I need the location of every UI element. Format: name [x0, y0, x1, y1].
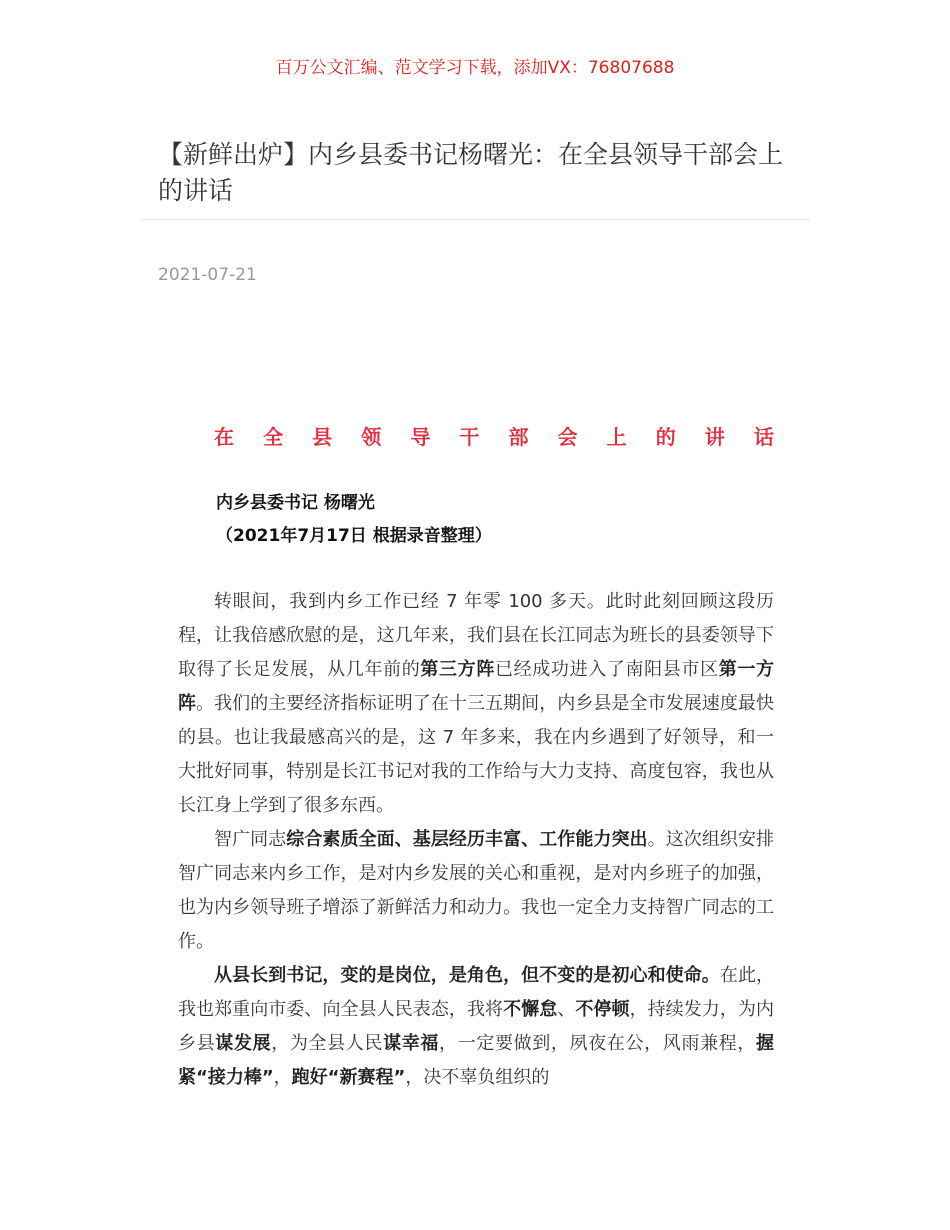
speech-paragraph	[178, 823, 774, 959]
speech-title-char: 话	[753, 425, 774, 449]
paragraph-text: 在此，我也郑重向市委、向全县人民表态，我将	[178, 965, 775, 1020]
speech-title	[214, 423, 774, 451]
speech-title-char: 全	[263, 425, 284, 449]
title-divider	[141, 219, 810, 220]
speech-title-char: 县	[312, 425, 333, 449]
emphasis-text: 不停顿	[575, 999, 630, 1020]
promo-banner: 百万公文汇编、范文学习下载，添加VX：76807688	[275, 58, 675, 78]
speech-title-char: 部	[508, 425, 529, 449]
emphasis-text: 综合素质全面、基层经历丰富、工作能力突出	[286, 829, 648, 850]
emphasis-text: 跑好“新赛程”	[291, 1067, 406, 1088]
speech-title-char: 讲	[704, 425, 725, 449]
paragraph-text: ，持续发力，为内乡县	[178, 999, 774, 1054]
emphasis-text: 第一方阵	[178, 659, 775, 714]
emphasis-text: 谋发展	[215, 1033, 272, 1054]
emphasis-text: 不懈怠	[503, 999, 558, 1020]
speech-paragraph	[178, 959, 774, 1095]
paragraph-text: 智广同志	[214, 829, 287, 850]
paragraph-text: 、	[557, 999, 576, 1020]
paragraph-text: ，一定要做到，夙夜在公，风雨兼程，	[439, 1033, 757, 1054]
article-title: 【新鲜出炉】内乡县委书记杨曙光：在全县领导干部会上的讲话	[158, 140, 784, 205]
speech-title-char: 导	[410, 425, 431, 449]
paragraph-text: 转眼间，我到内乡工作已经 7 年零 100 多天。此时此刻回顾这段历程，让我倍感欣慰的是，这几年来，我们县在长江同志为班长的县委领导下取得了长足发展，从几年前的	[178, 591, 774, 680]
paragraph-text: 。我们的主要经济指标证明了在十三五期间，内乡县是全市发展速度最快的县。也让我最感高兴的是，这 7 年多来，我在内乡遇到了好领导，和一大批好同事，特别是长江书记对我的工作给与大力支持、高度包容，我也从长江身上学到了很多东西。	[178, 693, 774, 816]
speech-title-char: 会	[557, 425, 578, 449]
speech-author: 内乡县委书记 杨曙光	[216, 493, 375, 513]
paragraph-text: ，决不辜负组织的	[405, 1067, 550, 1088]
emphasis-text: 第三方阵	[420, 659, 495, 680]
speech-title-char: 领	[361, 425, 382, 449]
speech-title-char: 的	[655, 425, 676, 449]
speech-title-char: 干	[459, 425, 480, 449]
speech-title-char: 在	[214, 425, 234, 449]
publish-date: 2021-07-21	[158, 265, 257, 285]
speech-paragraph	[178, 585, 774, 823]
emphasis-text: 从县长到书记，变的是岗位，是角色，但不变的是初心和使命。	[214, 965, 720, 986]
paragraph-text: ，	[273, 1067, 292, 1088]
paragraph-text: ，为全县人民	[271, 1033, 384, 1054]
speech-note: （2021年7月17日 根据录音整理）	[216, 526, 492, 546]
emphasis-text: 握紧“接力棒”	[178, 1033, 775, 1088]
speech-body	[178, 585, 774, 1095]
paragraph-text: 已经成功进入了南阳县市区	[494, 659, 719, 680]
emphasis-text: 谋幸福	[383, 1033, 440, 1054]
speech-title-char: 上	[606, 425, 627, 449]
paragraph-text: 。这次组织安排智广同志来内乡工作，是对内乡发展的关心和重视，是对内乡班子的加强，也为内乡领导班子增添了新鲜活力和动力。我也一定全力支持智广同志的工作。	[178, 829, 775, 952]
